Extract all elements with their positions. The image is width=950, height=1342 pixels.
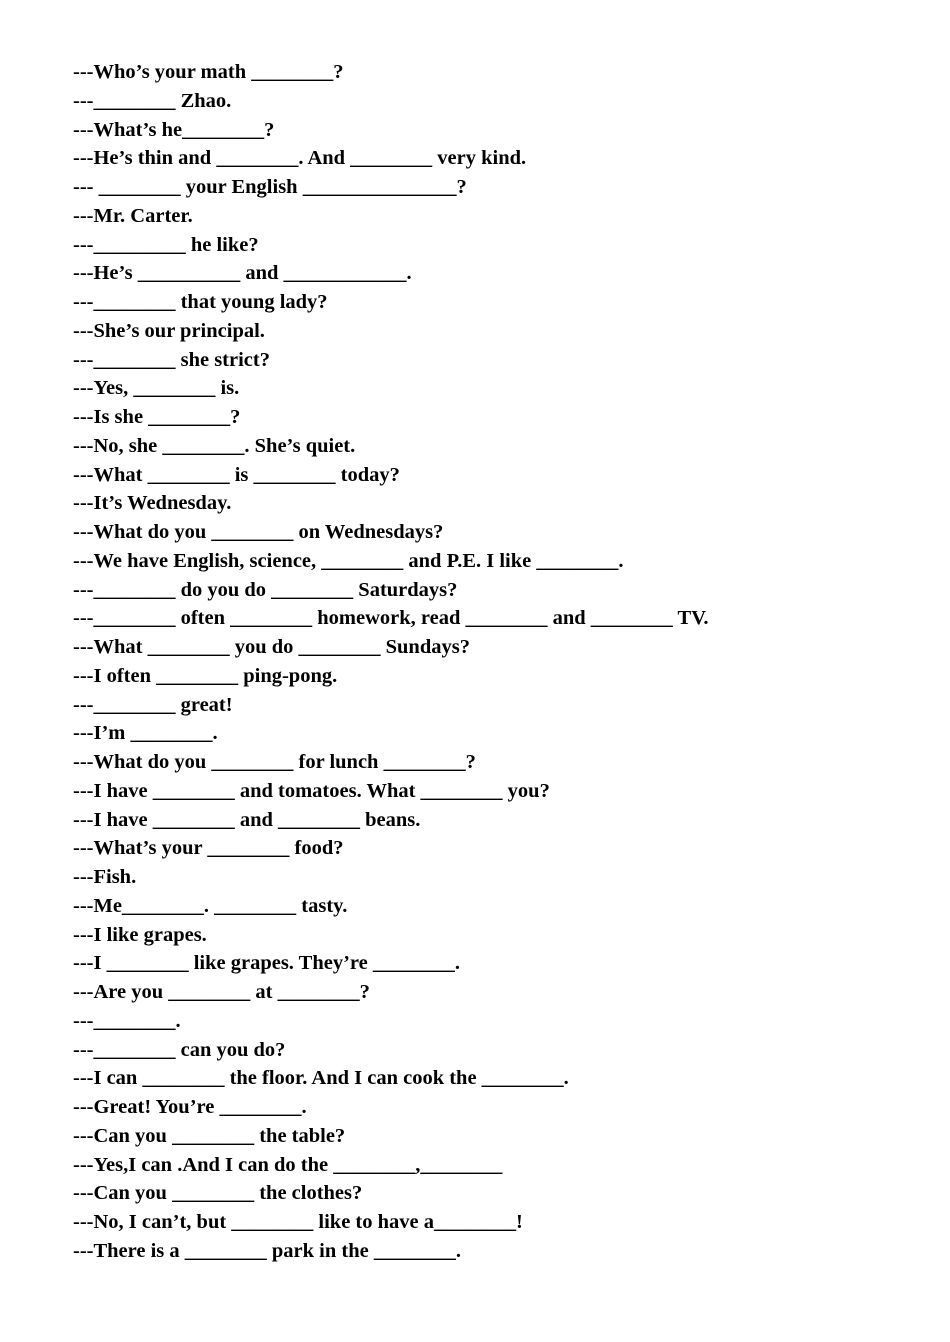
dialogue-line-40: ---Can you ________ the clothes?: [73, 1182, 363, 1205]
dialogue-line-9: ---________ that young lady?: [73, 291, 328, 313]
dialogue-line-27: ---I have ________ and ________ beans.: [73, 808, 421, 831]
dialogue-line-41: ---No, I can’t, but ________ like to have a________!: [73, 1211, 523, 1233]
dialogue-line-5: --- ________ your English _______________?: [73, 176, 467, 198]
dialogue-line-35: ---________ can you do?: [73, 1038, 286, 1061]
dialogue-line-16: ---It’s Wednesday.: [73, 492, 232, 515]
dialogue-line-11: ---________ she strict?: [73, 348, 270, 371]
dialogue-line-12: ---Yes, ________ is.: [73, 377, 240, 400]
dialogue-line-33: ---Are you ________ at ________?: [73, 981, 370, 1003]
dialogue-line-31: ---I like grapes.: [73, 923, 207, 946]
dialogue-line-2: ---________ Zhao.: [73, 89, 232, 112]
dialogue-line-26: ---I have ________ and tomatoes. What ________ you?: [73, 779, 550, 802]
dialogue-line-20: ---________ often ________ homework, read ________ and ________ TV.: [73, 607, 709, 630]
dialogue-line-37: ---Great! You’re ________.: [73, 1096, 307, 1118]
dialogue-line-7: ---_________ he like?: [73, 233, 259, 256]
dialogue-line-38: ---Can you ________ the table?: [73, 1124, 346, 1147]
dialogue-line-32: ---I ________ like grapes. They’re ________.: [73, 952, 461, 975]
worksheet-page: [73, 58, 913, 1266]
dialogue-line-36: ---I can ________ the floor. And I can cook the ________.: [73, 1067, 569, 1090]
dialogue-line-14: ---No, she ________. She’s quiet.: [73, 434, 356, 457]
dialogue-line-25: ---What do you ________ for lunch ________?: [73, 751, 476, 773]
dialogue-line-15: ---What ________ is ________ today?: [73, 463, 400, 486]
dialogue-line-39: ---Yes,I can .And I can do the ________,________: [73, 1153, 503, 1176]
dialogue-line-21: ---What ________ you do ________ Sundays?: [73, 636, 470, 658]
dialogue-line-42: ---There is a ________ park in the ________.: [73, 1239, 461, 1262]
dialogue-line-29: ---Fish.: [73, 866, 137, 888]
dialogue-line-28: ---What’s your ________ food?: [73, 837, 344, 860]
dialogue-line-3: ---What’s he________?: [73, 118, 275, 141]
dialogue-line-17: ---What do you ________ on Wednesdays?: [73, 521, 444, 543]
dialogue-line-34: ---________.: [73, 1009, 181, 1032]
dialogue-line-8: ---He’s __________ and ____________.: [73, 262, 412, 285]
dialogue-line-1: ---Who’s your math ________?: [73, 61, 344, 83]
dialogue-line-18: ---We have English, science, ________ and P.E. I like ________.: [73, 549, 624, 572]
dialogue-line-30: ---Me________. ________ tasty.: [73, 894, 348, 917]
dialogue-line-22: ---I often ________ ping-pong.: [73, 664, 338, 687]
dialogue-line-13: ---Is she ________?: [73, 406, 241, 428]
dialogue-line-6: ---Mr. Carter.: [73, 204, 193, 227]
dialogue-line-23: ---________ great!: [73, 693, 233, 716]
dialogue-line-24: ---I’m ________.: [73, 722, 218, 745]
dialogue-line-19: ---________ do you do ________ Saturdays?: [73, 578, 458, 601]
dialogue-line-4: ---He’s thin and ________. And ________ very kind.: [73, 147, 527, 170]
dialogue-line-10: ---She’s our principal.: [73, 319, 265, 342]
